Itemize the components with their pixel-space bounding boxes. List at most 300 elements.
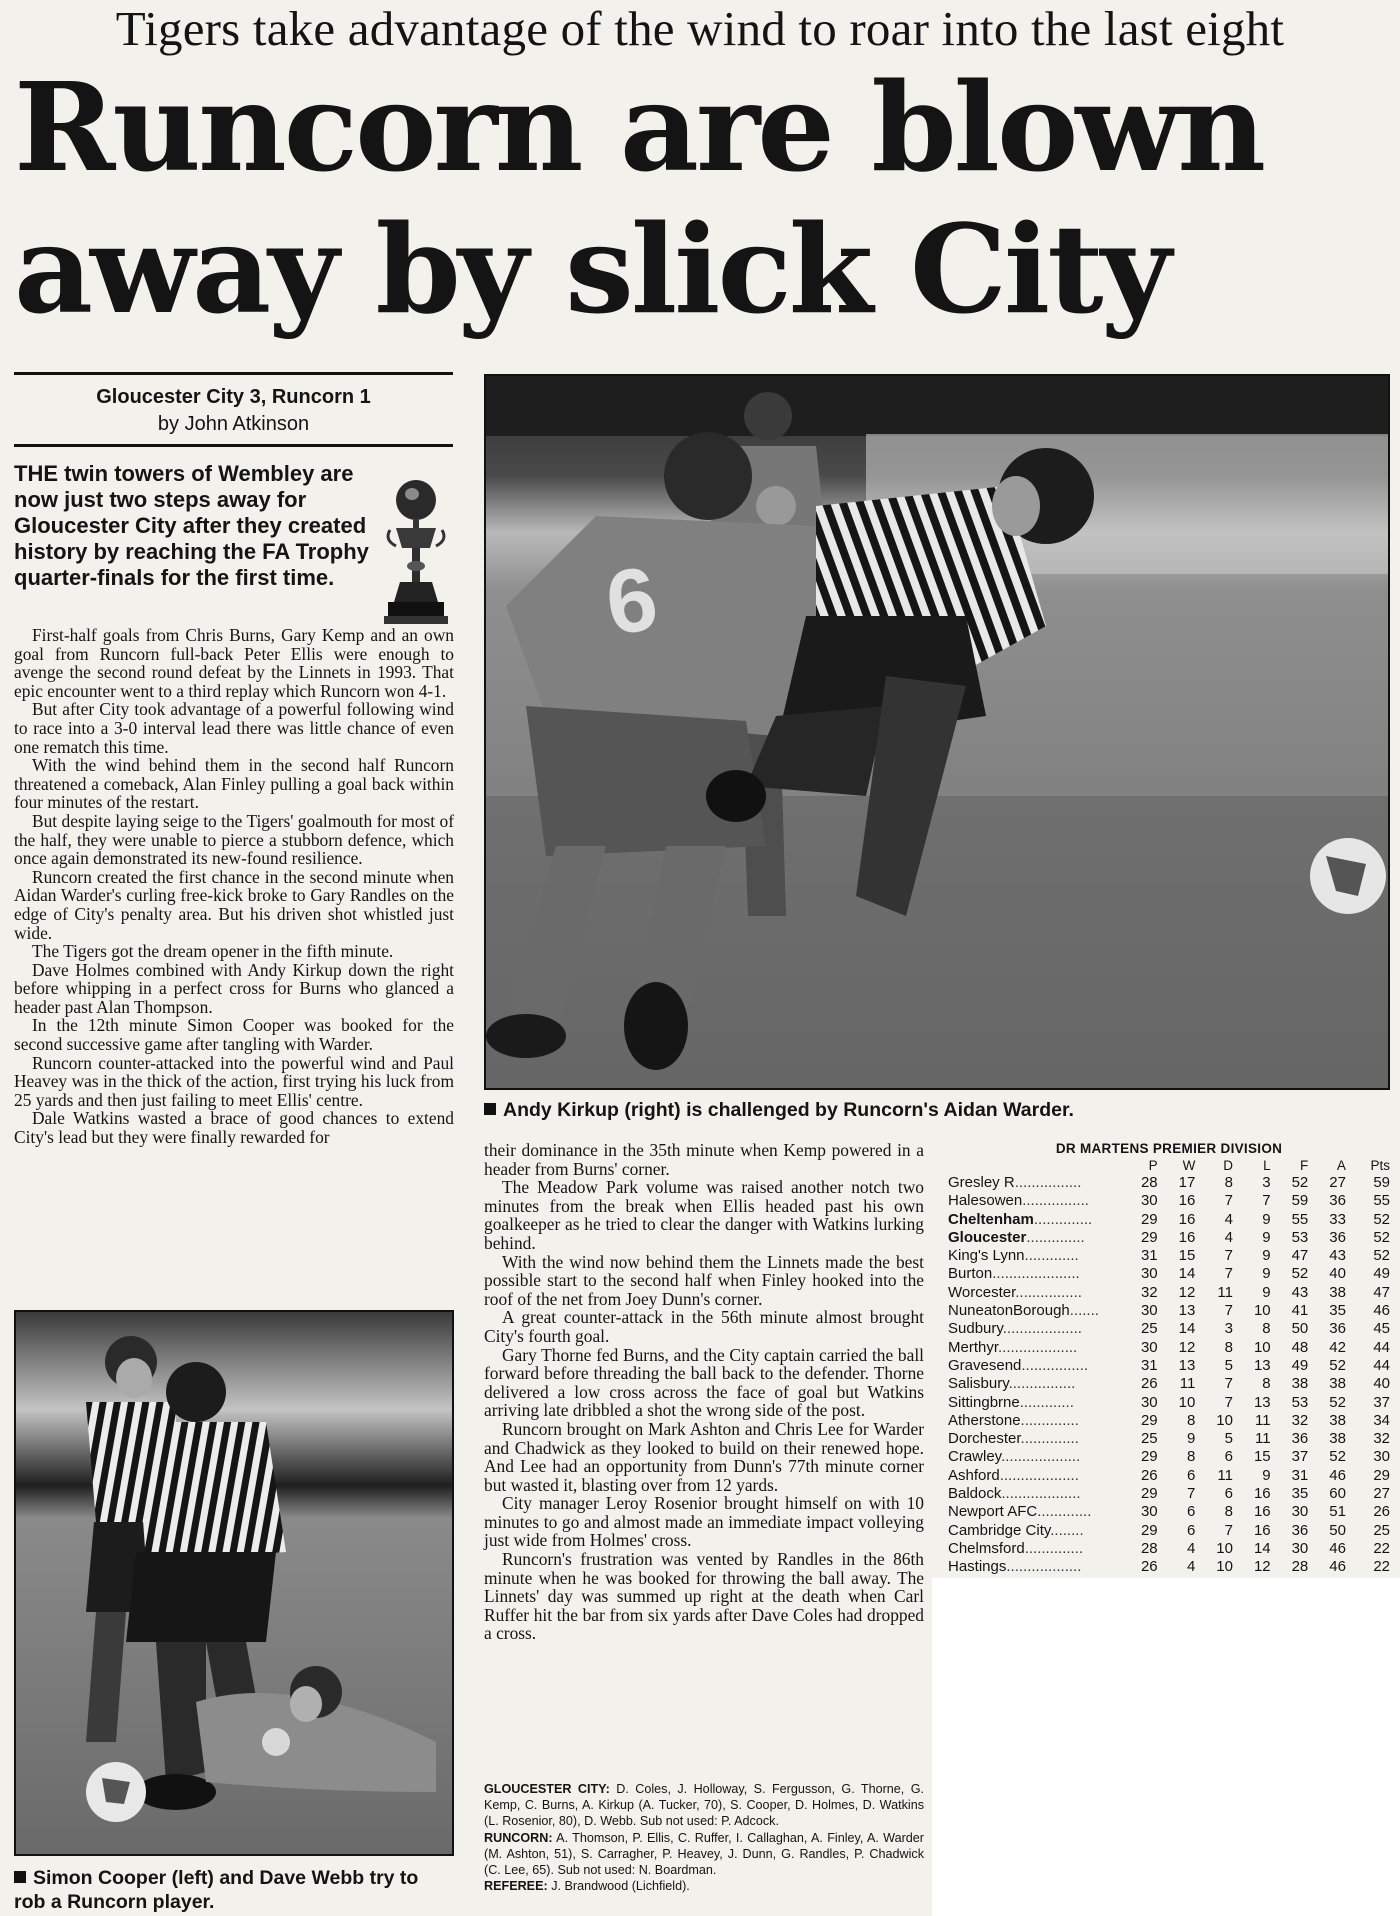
- article-paragraph: Runcorn's frustration was vented by Randles in the 86th minute when he was booked for throwing the ball away. The Linnets' day was summed up right at the death when Carl Ruffer hit the bar from six yards after Dave Coles had dropped a cross.: [484, 1549, 924, 1644]
- stat-pts: 26: [1373, 1503, 1390, 1521]
- stat-l: 9: [1262, 1210, 1271, 1228]
- stat-a: 38: [1329, 1430, 1346, 1448]
- stat-d: 7: [1224, 1247, 1233, 1265]
- stat-f: 53: [1291, 1393, 1309, 1411]
- stat-a: 35: [1329, 1302, 1346, 1320]
- table-row: [948, 1467, 1390, 1485]
- team-name-cell: [948, 1485, 1120, 1503]
- table-row: [948, 1430, 1390, 1448]
- table-row: [948, 1339, 1390, 1357]
- stat-a: 51: [1329, 1503, 1346, 1521]
- team-name-cell: [948, 1302, 1120, 1320]
- dot-leader: ................: [1021, 1356, 1089, 1374]
- stat-d: 10: [1216, 1558, 1233, 1576]
- league-table: [948, 1140, 1390, 1577]
- stat-p: 30: [1140, 1503, 1158, 1521]
- stat-a: 36: [1329, 1228, 1346, 1246]
- league-table-title: DR MARTENS PREMIER DIVISION: [1055, 1141, 1283, 1156]
- stat-pts: 52: [1373, 1228, 1390, 1246]
- stat-d: 5: [1224, 1356, 1233, 1374]
- stat-pts: 32: [1373, 1430, 1390, 1448]
- stat-l: 16: [1253, 1503, 1271, 1521]
- stat-w: 8: [1186, 1448, 1196, 1466]
- stat-p: 29: [1140, 1411, 1158, 1429]
- stat-p: 26: [1140, 1466, 1158, 1484]
- stat-a: 46: [1329, 1466, 1346, 1484]
- dot-leader: ........: [1050, 1521, 1084, 1539]
- article-paragraph: But despite laying seige to the Tigers' goalmouth for most of the half, they were unable to pierce a stubborn defence, which once again demonstrated its new-found resilience.: [14, 810, 454, 869]
- stat-w: 14: [1178, 1265, 1196, 1283]
- stat-f: 28: [1291, 1558, 1309, 1576]
- dot-leader: ..............: [1033, 1210, 1093, 1228]
- article-paragraph: A great counter-attack in the 56th minute almost brought City's fourth goal.: [484, 1307, 924, 1346]
- team-name-cell: [948, 1320, 1120, 1338]
- team-name-cell: [948, 1284, 1120, 1302]
- stat-a: 38: [1329, 1411, 1346, 1429]
- caption-text: Simon Cooper (left) and Dave Webb try to rob a Runcorn player.: [14, 1867, 419, 1913]
- stat-w: 12: [1178, 1283, 1196, 1301]
- stat-p: 26: [1140, 1375, 1158, 1393]
- stat-d: 7: [1224, 1393, 1233, 1411]
- stat-w: 13: [1178, 1356, 1196, 1374]
- stat-p: 30: [1140, 1393, 1158, 1411]
- dot-leader: ................: [1015, 1283, 1082, 1301]
- dot-leader: ...................: [998, 1338, 1078, 1356]
- team-name: Crawley: [948, 1448, 1002, 1466]
- stat-l: 10: [1253, 1302, 1271, 1320]
- team-name-cell: [948, 1265, 1120, 1283]
- stat-l: 9: [1262, 1283, 1271, 1301]
- team-name: Gresley R: [948, 1174, 1015, 1191]
- stat-l: 12: [1253, 1558, 1271, 1576]
- caption-square-icon: [484, 1103, 496, 1115]
- stat-pts: 44: [1373, 1356, 1390, 1374]
- stat-p: 30: [1140, 1338, 1158, 1356]
- team-name: Sittingbrne: [948, 1393, 1020, 1411]
- stat-d: 11: [1217, 1466, 1233, 1484]
- table-row: [948, 1448, 1390, 1466]
- team-name: Salisbury: [948, 1375, 1009, 1393]
- stat-f: 41: [1291, 1302, 1309, 1320]
- stat-d: 10: [1216, 1411, 1233, 1429]
- stat-l: 8: [1262, 1375, 1271, 1393]
- stat-f: 36: [1291, 1430, 1309, 1448]
- article-paragraph: Gary Thorne fed Burns, and the City captain carried the ball forward before threading the ball back to the defender. Thorne delivered a low cross across the face of goal but Watkins arriving late dribbled a shot the wrong side of the post.: [484, 1344, 924, 1421]
- referee-label: REFEREE:: [484, 1879, 548, 1894]
- team-name-cell: [948, 1394, 1120, 1412]
- stat-l: 15: [1253, 1448, 1271, 1466]
- stat-f: 52: [1291, 1265, 1309, 1283]
- stat-w: 13: [1178, 1302, 1196, 1320]
- headline-line-1: Runcorn are blown: [14, 55, 1264, 199]
- stat-f: 35: [1291, 1485, 1309, 1503]
- stat-f: 38: [1291, 1375, 1309, 1393]
- article-paragraph: City manager Leroy Rosenior brought himself on with 10 minutes to go and almost made an immediate impact volleying just wide from Holmes' cross.: [484, 1493, 924, 1551]
- table-row: [948, 1192, 1390, 1210]
- team-name: Cheltenham: [948, 1210, 1034, 1228]
- team-name-cell: [948, 1247, 1120, 1265]
- team-name-cell: [948, 1412, 1120, 1430]
- team-name-cell: [948, 1211, 1120, 1229]
- stat-p: 31: [1140, 1247, 1158, 1265]
- team-name: Ashford: [948, 1466, 1000, 1484]
- header-team: [948, 1157, 1120, 1174]
- table-row: [948, 1485, 1390, 1503]
- stat-l: 3: [1262, 1174, 1271, 1191]
- stat-w: 4: [1186, 1558, 1196, 1576]
- gloucester-players: D. Coles, J. Holloway, S. Fergusson, G. Thorne, G. Kemp, C. Burns, A. Kirkup (A. Tucker, 70), S. Cooper, D. Holmes, D. Watkins (L. Rosenior, 80), D. Webb. Sub not used: P. Adcock.: [484, 1782, 924, 1829]
- caption-text: Andy Kirkup (right) is challenged by Runcorn's Aidan Warder.: [503, 1099, 1074, 1121]
- team-name: Sudbury: [948, 1320, 1003, 1338]
- stat-l: 11: [1255, 1411, 1271, 1429]
- stat-a: 33: [1329, 1210, 1346, 1228]
- stat-pts: 29: [1373, 1466, 1390, 1484]
- stat-p: 29: [1140, 1521, 1158, 1539]
- header-against: A: [1336, 1158, 1346, 1173]
- blank-area: [932, 1578, 1400, 1916]
- dot-leader: ...................: [1002, 1320, 1082, 1338]
- stat-l: 9: [1262, 1228, 1271, 1246]
- stat-a: 46: [1329, 1539, 1346, 1557]
- stat-d: 7: [1224, 1265, 1233, 1283]
- stat-f: 52: [1291, 1174, 1309, 1191]
- gloucester-lineup: [484, 1781, 924, 1830]
- header-won: W: [1182, 1158, 1196, 1173]
- dot-leader: ..............: [1020, 1411, 1079, 1429]
- stat-l: 8: [1262, 1320, 1271, 1338]
- article-paragraph: Dave Holmes combined with Andy Kirkup down the right before whipping in a perfect cross for Burns who glanced a header past Alan Thompson.: [14, 959, 454, 1017]
- stat-pts: 37: [1373, 1393, 1390, 1411]
- stat-p: 26: [1140, 1558, 1158, 1576]
- team-name-cell: [948, 1558, 1120, 1576]
- stat-a: 50: [1329, 1521, 1346, 1539]
- team-name-cell: [948, 1448, 1120, 1466]
- stat-l: 16: [1253, 1521, 1271, 1539]
- stat-d: 6: [1224, 1485, 1233, 1503]
- article-paragraph: Runcorn created the first chance in the second minute when Aidan Warder's curling free-kick broke to Gary Randles on the edge of City's penalty area. But his driven shot whistled just wide.: [14, 866, 454, 943]
- header-for: F: [1300, 1158, 1309, 1173]
- league-table-header: [948, 1157, 1390, 1174]
- stat-p: 25: [1140, 1320, 1158, 1338]
- header-drawn: D: [1223, 1158, 1233, 1173]
- stat-d: 8: [1224, 1338, 1233, 1356]
- team-name-cell: [948, 1540, 1120, 1558]
- article-paragraph: With the wind behind them in the second half Runcorn threatened a comeback, Alan Finley pulling a goal back within four minutes of the restart.: [14, 755, 454, 813]
- dot-leader: .......: [1069, 1302, 1099, 1320]
- stat-l: 16: [1253, 1485, 1271, 1503]
- table-row: [948, 1284, 1390, 1302]
- stat-pts: 22: [1373, 1558, 1390, 1576]
- stat-f: 55: [1291, 1210, 1309, 1228]
- stat-w: 10: [1178, 1393, 1196, 1411]
- article-paragraph: First-half goals from Chris Burns, Gary Kemp and an own goal from Runcorn full-back Peter Ellis were enough to avenge the second round defeat by the Linnets in 1993. That epic encounter went to a third replay which Runcorn won 4-1.: [14, 625, 454, 701]
- table-row: [948, 1302, 1390, 1320]
- stat-d: 7: [1224, 1375, 1233, 1393]
- table-row: [948, 1375, 1390, 1393]
- stat-w: 16: [1178, 1210, 1196, 1228]
- stat-w: 17: [1178, 1174, 1196, 1191]
- table-row: [948, 1558, 1390, 1576]
- team-name: Merthyr: [948, 1338, 999, 1356]
- stat-f: 36: [1291, 1521, 1309, 1539]
- main-headline: [14, 56, 1394, 340]
- stat-l: 9: [1262, 1466, 1271, 1484]
- dot-leader: ...................: [999, 1466, 1079, 1484]
- stat-pts: 47: [1373, 1283, 1390, 1301]
- stat-pts: 55: [1373, 1192, 1390, 1210]
- header-played: P: [1148, 1158, 1158, 1173]
- stat-a: 46: [1329, 1558, 1346, 1576]
- stat-w: 16: [1178, 1192, 1196, 1210]
- dot-leader: ...................: [1001, 1448, 1081, 1466]
- stat-p: 25: [1140, 1430, 1158, 1448]
- article-paragraph: The Meadow Park volume was raised another notch two minutes from the break when Ellis headed past his own goalkeeper as he tried to clear the danger with Watkins lurking behind.: [484, 1177, 924, 1253]
- team-name: Gloucester: [948, 1228, 1027, 1246]
- team-name-cell: [948, 1357, 1120, 1375]
- stat-d: 5: [1224, 1430, 1233, 1448]
- article-paragraph: Runcorn brought on Mark Ashton and Chris Lee for Warder and Chadwick as they looked to build on their renewed hope. And Lee had an opportunity from Dunn's 77th minute corner but wasted it, blasting over from 12 yards.: [484, 1418, 924, 1495]
- team-name-cell: [948, 1192, 1120, 1210]
- table-row: [948, 1229, 1390, 1247]
- table-row: [948, 1265, 1390, 1283]
- table-row: [948, 1247, 1390, 1265]
- stat-d: 7: [1224, 1192, 1233, 1210]
- team-name: Hastings: [948, 1558, 1007, 1576]
- intro-paragraph: THE twin towers of Wembley are now just two steps away for Gloucester City after they created history by reaching the FA Trophy quarter-finals for the first time.: [14, 461, 369, 590]
- stat-d: 4: [1224, 1210, 1233, 1228]
- stat-pts: 44: [1373, 1338, 1390, 1356]
- dot-leader: ..............: [1026, 1228, 1085, 1246]
- stat-w: 16: [1178, 1228, 1196, 1246]
- stat-p: 29: [1140, 1485, 1158, 1503]
- stat-p: 30: [1140, 1302, 1158, 1320]
- table-row: [948, 1522, 1390, 1540]
- stat-a: 60: [1329, 1485, 1346, 1503]
- article-paragraph: their dominance in the 35th minute when Kemp powered in a header from Burns' corner.: [484, 1140, 924, 1179]
- stat-d: 7: [1224, 1302, 1233, 1320]
- stat-pts: 49: [1373, 1265, 1390, 1283]
- table-row: [948, 1357, 1390, 1375]
- stat-l: 13: [1253, 1393, 1271, 1411]
- stat-a: 52: [1329, 1393, 1346, 1411]
- team-name: Worcester: [948, 1283, 1016, 1301]
- stat-p: 29: [1140, 1228, 1158, 1246]
- team-name: Baldock: [948, 1485, 1002, 1503]
- stat-f: 31: [1291, 1466, 1309, 1484]
- team-name: NuneatonBorough: [948, 1302, 1070, 1320]
- runcorn-label: RUNCORN:: [484, 1830, 553, 1845]
- stat-pts: 30: [1373, 1448, 1390, 1466]
- dot-leader: .............: [1037, 1503, 1092, 1521]
- stat-a: 40: [1329, 1265, 1346, 1283]
- article-paragraph: Dale Watkins wasted a brace of good chances to extend City's lead but they were finally rewarded for: [14, 1108, 454, 1148]
- stat-d: 3: [1224, 1320, 1233, 1338]
- stat-p: 30: [1140, 1192, 1158, 1210]
- caption-square-icon: [14, 1871, 26, 1883]
- dot-leader: ..............: [1020, 1430, 1079, 1448]
- stat-l: 14: [1253, 1539, 1271, 1557]
- stat-a: 42: [1329, 1338, 1346, 1356]
- stat-d: 8: [1224, 1174, 1233, 1191]
- stat-p: 29: [1140, 1210, 1158, 1228]
- stat-f: 37: [1291, 1448, 1309, 1466]
- trophy-icon: [382, 478, 450, 628]
- dot-leader: .............: [1019, 1393, 1074, 1411]
- dot-leader: ...................: [1001, 1485, 1081, 1503]
- stat-w: 9: [1186, 1430, 1196, 1448]
- stat-d: 6: [1224, 1448, 1233, 1466]
- team-name: Cambridge City: [948, 1521, 1051, 1539]
- stat-f: 43: [1291, 1283, 1309, 1301]
- article-column-1: [14, 626, 454, 1147]
- team-name: Atherstone: [948, 1411, 1021, 1429]
- stat-a: 36: [1329, 1320, 1346, 1338]
- stat-f: 53: [1291, 1228, 1309, 1246]
- stat-a: 38: [1329, 1375, 1346, 1393]
- stat-w: 6: [1186, 1503, 1196, 1521]
- referee-name: J. Brandwood (Lichfield).: [551, 1879, 690, 1894]
- stat-d: 10: [1216, 1539, 1233, 1557]
- stat-a: 52: [1329, 1356, 1346, 1374]
- table-row: [948, 1412, 1390, 1430]
- article-paragraph: In the 12th minute Simon Cooper was booked for the second successive game after tangling with Warder.: [14, 1015, 454, 1055]
- team-name: Dorchester: [948, 1430, 1021, 1448]
- team-name-cell: [948, 1174, 1120, 1192]
- runcorn-lineup: [484, 1830, 924, 1879]
- article-paragraph: But after City took advantage of a powerful following wind to race into a 3-0 interval lead there was little chance of even one rematch this time.: [14, 699, 454, 757]
- stat-a: 27: [1329, 1174, 1346, 1191]
- stat-a: 36: [1329, 1192, 1346, 1210]
- team-name-cell: [948, 1339, 1120, 1357]
- team-name: Burton: [948, 1265, 993, 1283]
- stat-pts: 45: [1373, 1320, 1390, 1338]
- team-name: King's Lynn: [948, 1247, 1025, 1265]
- stat-l: 11: [1255, 1430, 1271, 1448]
- gloucester-label: GLOUCESTER CITY:: [484, 1782, 610, 1796]
- dot-leader: ..............: [1024, 1539, 1084, 1557]
- stat-w: 7: [1186, 1485, 1196, 1503]
- table-row: [948, 1320, 1390, 1338]
- stat-f: 30: [1291, 1503, 1309, 1521]
- stat-w: 6: [1186, 1466, 1196, 1484]
- article-column-2: [484, 1141, 924, 1643]
- stat-f: 48: [1291, 1338, 1309, 1356]
- match-score: Gloucester City 3, Runcorn 1: [96, 386, 371, 408]
- team-name-cell: [948, 1503, 1120, 1521]
- match-photo-cooper-webb: [14, 1310, 454, 1856]
- stat-p: 31: [1140, 1356, 1158, 1374]
- article-paragraph: Runcorn counter-attacked into the powerful wind and Paul Heavey was in the thick of the action, first trying his luck from 25 yards and then just failing to meet Ellis' centre.: [14, 1052, 454, 1110]
- team-name-cell: [948, 1430, 1120, 1448]
- article-paragraph: With the wind now behind them the Linnets made the best possible start to the second half when Finley hooked into the roof of the net from Joey Dunn's corner.: [484, 1251, 924, 1309]
- stat-pts: 59: [1373, 1174, 1390, 1191]
- stat-w: 8: [1186, 1411, 1196, 1429]
- stat-a: 38: [1329, 1283, 1346, 1301]
- stat-d: 7: [1224, 1521, 1233, 1539]
- author-byline: by John Atkinson: [157, 413, 310, 435]
- stat-l: 10: [1253, 1338, 1271, 1356]
- stat-pts: 22: [1373, 1539, 1390, 1557]
- table-row: [948, 1503, 1390, 1521]
- team-name: Halesowen: [948, 1192, 1023, 1210]
- stat-pts: 52: [1373, 1247, 1390, 1265]
- photo-caption-cooper-webb: [14, 1866, 454, 1914]
- dot-leader: ................: [1008, 1375, 1076, 1393]
- stat-a: 43: [1329, 1247, 1346, 1265]
- stat-w: 14: [1178, 1320, 1196, 1338]
- stat-p: 28: [1140, 1539, 1158, 1557]
- team-name-cell: [948, 1375, 1120, 1393]
- stat-w: 12: [1178, 1338, 1196, 1356]
- dot-leader: .............: [1024, 1247, 1079, 1265]
- stat-p: 29: [1140, 1448, 1158, 1466]
- table-row: [948, 1540, 1390, 1558]
- stat-w: 11: [1179, 1375, 1196, 1393]
- stat-pts: 52: [1373, 1210, 1390, 1228]
- team-lineups: [484, 1781, 924, 1894]
- header-lost: L: [1263, 1158, 1271, 1173]
- table-row: [948, 1211, 1390, 1229]
- stat-f: 59: [1291, 1192, 1309, 1210]
- dot-leader: ................: [1022, 1192, 1089, 1210]
- stat-d: 8: [1224, 1503, 1233, 1521]
- article-paragraph: The Tigers got the dream opener in the fifth minute.: [32, 941, 394, 962]
- stat-p: 28: [1140, 1174, 1158, 1191]
- stat-p: 32: [1140, 1283, 1158, 1301]
- referee-line: [484, 1878, 924, 1894]
- stat-l: 9: [1262, 1265, 1271, 1283]
- stat-pts: 40: [1373, 1375, 1390, 1393]
- dot-leader: .....................: [992, 1265, 1080, 1283]
- team-name: Newport AFC: [948, 1503, 1038, 1521]
- runcorn-players: A. Thomson, P. Ellis, C. Ruffer, I. Callaghan, A. Finley, A. Warder (M. Ashton, 51), S. Carragher, P. Heavey, J. Dunn, G. Randles, P. Chadwick (C. Lee, 65). Sub not used: N. Boardman.: [484, 1830, 924, 1878]
- stat-w: 6: [1186, 1521, 1196, 1539]
- team-name: Chelmsford: [948, 1539, 1025, 1557]
- stat-pts: 46: [1373, 1302, 1390, 1320]
- stat-p: 30: [1140, 1265, 1158, 1283]
- shirt-number: 6: [600, 548, 664, 655]
- team-name: Gravesend: [948, 1356, 1022, 1374]
- stat-f: 49: [1291, 1356, 1309, 1374]
- stat-f: 30: [1291, 1539, 1309, 1557]
- stat-l: 9: [1262, 1247, 1271, 1265]
- dot-leader: ................: [1014, 1174, 1082, 1191]
- team-name-cell: [948, 1229, 1120, 1247]
- stat-f: 47: [1291, 1247, 1309, 1265]
- stat-w: 15: [1178, 1247, 1196, 1265]
- stat-f: 32: [1291, 1411, 1309, 1429]
- headline-line-2: away by slick City: [14, 197, 1169, 341]
- match-photo-kirkup: [484, 374, 1390, 1090]
- kicker-headline: Tigers take advantage of the wind to roar into the last eight: [115, 1, 1285, 56]
- stat-pts: 27: [1373, 1485, 1390, 1503]
- stat-l: 13: [1253, 1356, 1271, 1374]
- stat-w: 4: [1186, 1539, 1196, 1557]
- team-name-cell: [948, 1522, 1120, 1540]
- stat-l: 7: [1262, 1192, 1271, 1210]
- dot-leader: ..................: [1006, 1558, 1082, 1576]
- byline-box: [14, 372, 453, 447]
- stat-pts: 25: [1373, 1521, 1390, 1539]
- table-row: [948, 1174, 1390, 1192]
- stat-pts: 34: [1373, 1411, 1390, 1429]
- stat-d: 4: [1224, 1228, 1233, 1246]
- team-name-cell: [948, 1467, 1120, 1485]
- stat-f: 50: [1291, 1320, 1309, 1338]
- header-points: Pts: [1370, 1158, 1390, 1173]
- table-row: [948, 1394, 1390, 1412]
- stat-a: 52: [1329, 1448, 1346, 1466]
